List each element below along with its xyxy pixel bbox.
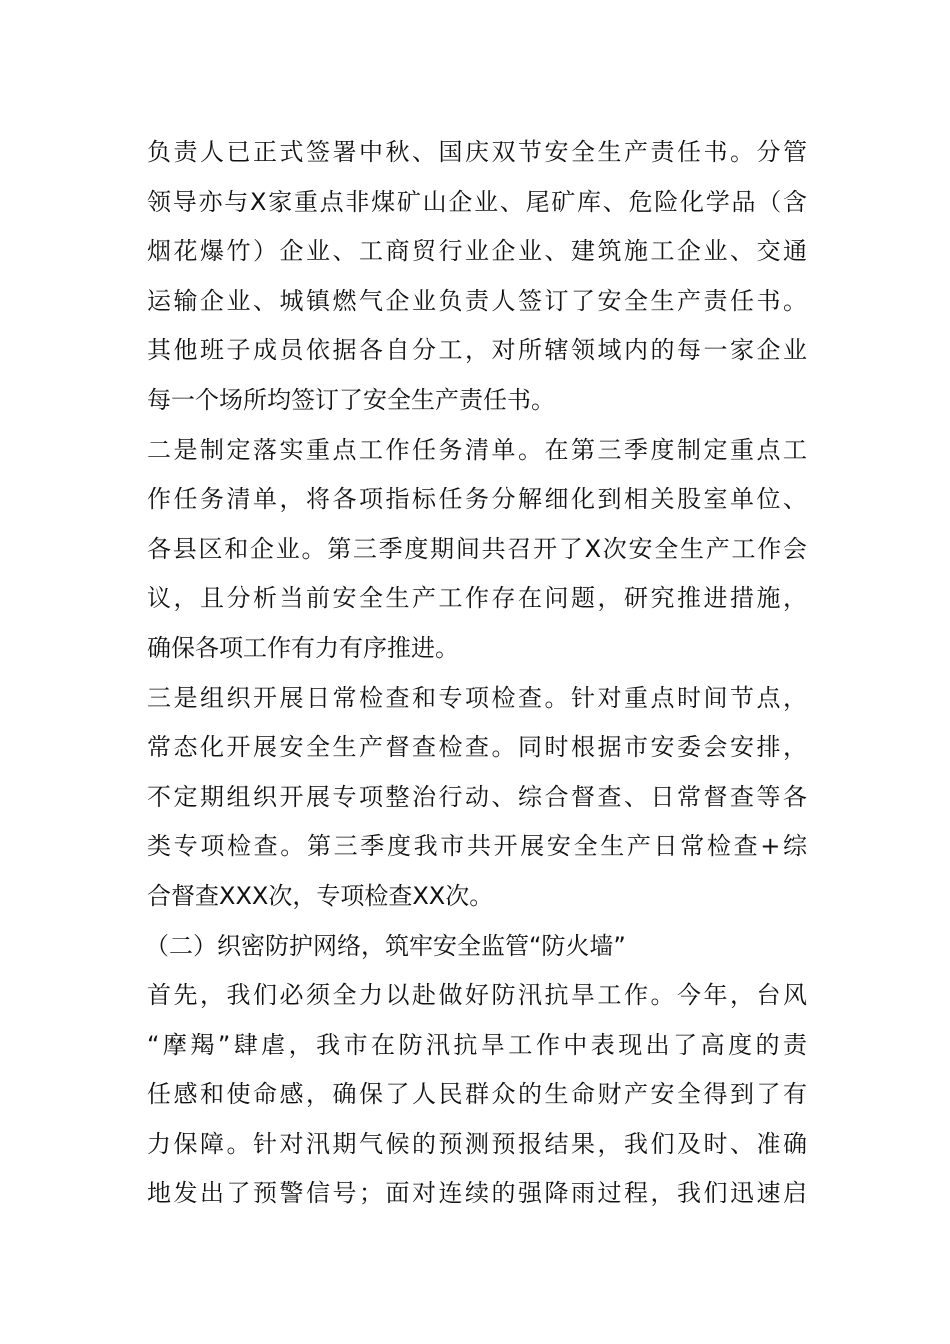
- text-line: 确保各项工作有力有序推进。: [147, 633, 459, 662]
- text-line: 负责人已正式签署中秋、国庆双节安全生产责任书。分管: [147, 138, 807, 166]
- text-line: 力保障。针对汛期气候的预测预报结果，我们及时、准确: [147, 1129, 807, 1158]
- text-line: 领导亦与X家重点非煤矿山企业、尾矿库、危险化学品（含: [147, 187, 807, 216]
- text-line: 合督查XXX次，专项检查XX次。: [147, 881, 494, 910]
- paragraph-task-list: [147, 426, 807, 674]
- text-line: 首先，我们必须全力以赴做好防汛抗旱工作。今年，台风: [147, 981, 807, 1010]
- text-line: 作任务清单，将各项指标任务分解细化到相关股室单位、: [147, 485, 807, 514]
- section-heading-text: （二）织密防护网络，筑牢安全监管“防火墙”: [145, 931, 626, 960]
- text-line: 议，且分析当前安全生产工作存在问题，研究推进措施，: [147, 584, 807, 613]
- text-line: 三是组织开展日常检查和专项检查。针对重点时间节点，: [147, 683, 807, 712]
- text-line: 二是制定落实重点工作任务清单。在第三季度制定重点工: [147, 435, 807, 464]
- text-line: 运输企业、城镇燃气企业负责人签订了安全生产责任书。: [147, 286, 807, 315]
- text-line: 烟花爆竹）企业、工商贸行业企业、建筑施工企业、交通: [147, 237, 807, 266]
- section-heading: [147, 922, 807, 972]
- text-line: 任感和使命感，确保了人民群众的生命财产安全得到了有: [147, 1080, 807, 1109]
- text-line: 各县区和企业。第三季度期间共召开了X次安全生产工作会: [147, 534, 807, 563]
- text-line: 类专项检查。第三季度我市共开展安全生产日常检查+综: [147, 832, 807, 861]
- text-line: 地发出了预警信号；面对连续的强降雨过程，我们迅速启: [147, 1179, 807, 1208]
- text-line: 每一个场所均签订了安全生产责任书。: [147, 385, 555, 414]
- paragraph-flood-control: [147, 971, 807, 1219]
- text-line: 不定期组织开展专项整治行动、综合督查、日常督查等各: [147, 782, 807, 811]
- text-line: “摩羯”肆虐，我市在防汛抗旱工作中表现出了高度的责: [147, 1030, 807, 1059]
- text-line: 常态化开展安全生产督查检查。同时根据市安委会安排，: [147, 733, 807, 762]
- paragraph-responsibility-books: [147, 128, 807, 426]
- paragraph-inspections: [147, 674, 807, 922]
- document-body: [147, 128, 807, 1219]
- text-line: 其他班子成员依据各自分工，对所辖领域内的每一家企业: [147, 336, 807, 365]
